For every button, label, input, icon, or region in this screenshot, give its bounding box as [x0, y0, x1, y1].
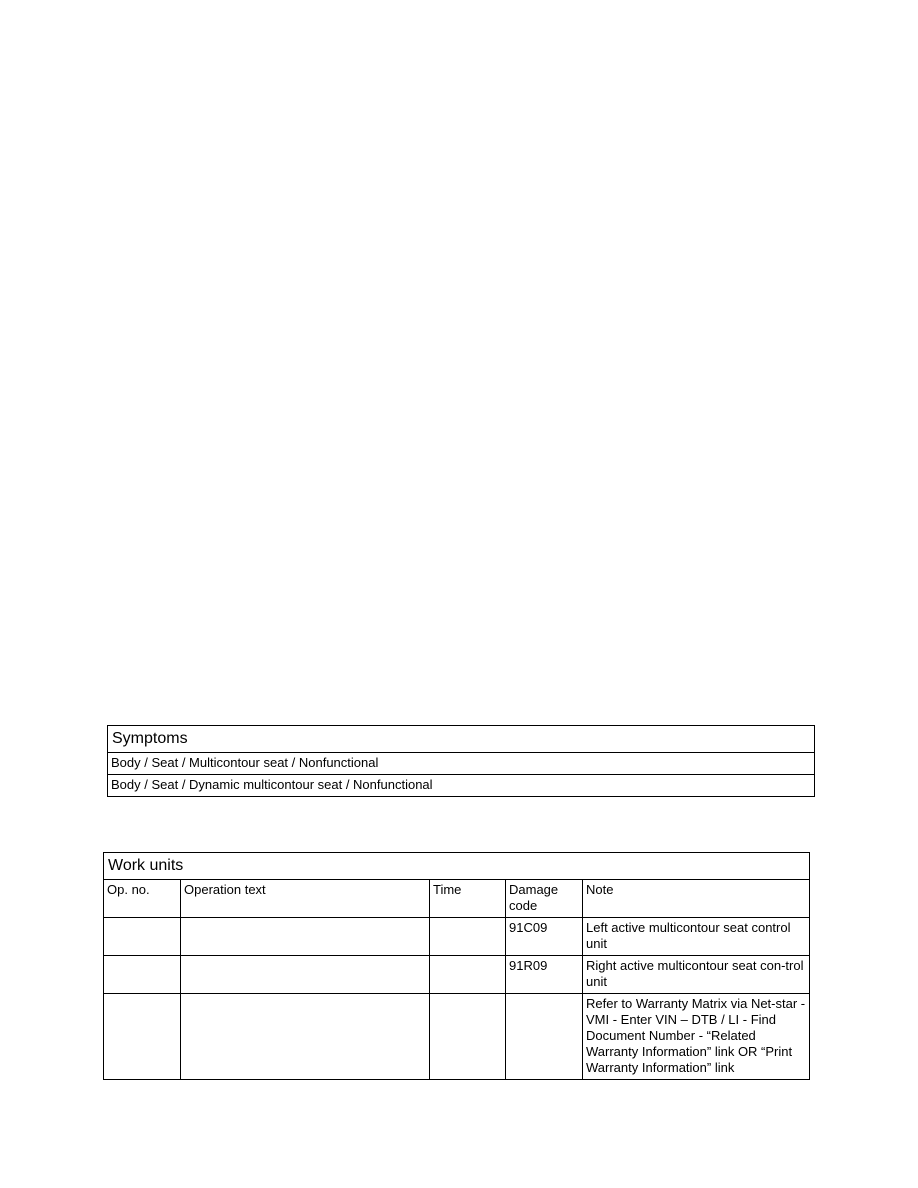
symptom-text: Body / Seat / Multicontour seat / Nonfunctional — [108, 753, 815, 775]
cell-note: Left active multicontour seat control unit — [583, 918, 810, 956]
symptoms-title-row — [108, 726, 815, 753]
work-units-table — [103, 852, 810, 1080]
cell-damage-code — [506, 994, 583, 1080]
cell-operation-text — [181, 918, 430, 956]
cell-operation-text — [181, 956, 430, 994]
cell-note: Right active multicontour seat con-trol unit — [583, 956, 810, 994]
column-header-op-no: Op. no. — [104, 880, 181, 918]
cell-time — [430, 918, 506, 956]
column-header-damage-code: Damage code — [506, 880, 583, 918]
table-row — [104, 918, 810, 956]
work-units-title-row — [104, 853, 810, 880]
symptom-row — [108, 775, 815, 797]
work-units-title: Work units — [104, 853, 810, 880]
cell-damage-code: 91C09 — [506, 918, 583, 956]
column-header-operation-text: Operation text — [181, 880, 430, 918]
column-header-note: Note — [583, 880, 810, 918]
cell-op-no — [104, 956, 181, 994]
cell-op-no — [104, 994, 181, 1080]
table-row — [104, 994, 810, 1080]
symptoms-title: Symptoms — [108, 726, 815, 753]
column-header-time: Time — [430, 880, 506, 918]
symptoms-table — [107, 725, 815, 797]
cell-damage-code: 91R09 — [506, 956, 583, 994]
work-units-header-row — [104, 880, 810, 918]
cell-time — [430, 956, 506, 994]
cell-time — [430, 994, 506, 1080]
cell-op-no — [104, 918, 181, 956]
cell-operation-text — [181, 994, 430, 1080]
symptom-row — [108, 753, 815, 775]
cell-note: Refer to Warranty Matrix via Net-star - VMI - Enter VIN – DTB / LI - Find Document Number - “Related Warranty Information” link OR “Print Warranty Information” link — [583, 994, 810, 1080]
symptom-text: Body / Seat / Dynamic multicontour seat / Nonfunctional — [108, 775, 815, 797]
table-row — [104, 956, 810, 994]
